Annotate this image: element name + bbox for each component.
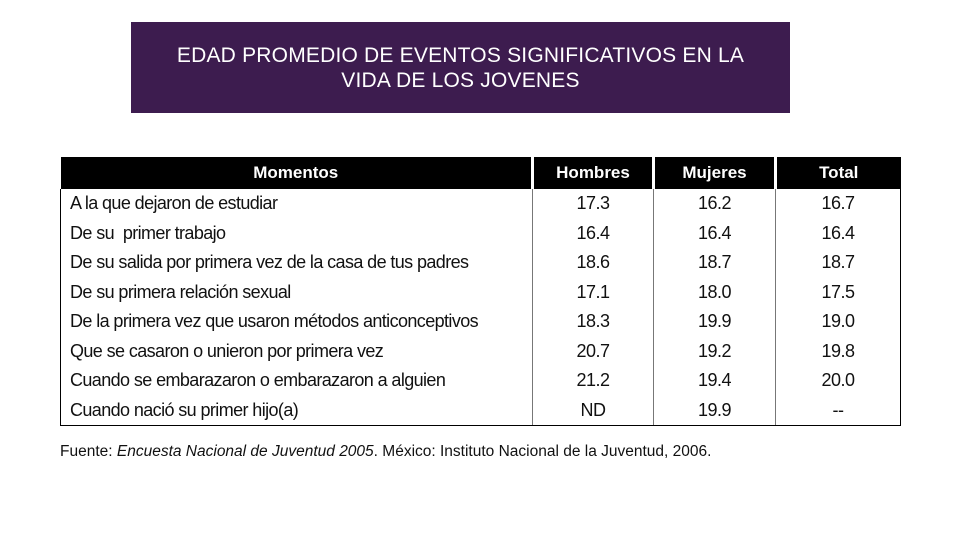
slide-title: EDAD PROMEDIO DE EVENTOS SIGNIFICATIVOS EN LA VIDA DE LOS JOVENES [176, 43, 745, 92]
mujeres-value: 18.0 [654, 278, 776, 308]
table-row [61, 248, 901, 278]
row-label: De su salida por primera vez de la casa de tus padres [61, 248, 533, 278]
hombres-value: ND [533, 396, 654, 426]
header-momentos: Momentos [61, 157, 533, 189]
source-citation [60, 443, 711, 461]
total-value: 19.0 [776, 307, 901, 337]
row-label: Que se casaron o unieron por primera vez [61, 337, 533, 367]
source-rest: . México: Instituto Nacional de la Juventud, 2006. [373, 443, 712, 460]
title-banner [131, 22, 790, 113]
total-value: 19.8 [776, 337, 901, 367]
data-table-container [60, 157, 900, 426]
table-row [61, 219, 901, 249]
row-label: De su primera relación sexual [61, 278, 533, 308]
source-label: Fuente: [60, 443, 117, 460]
row-label: Cuando nació su primer hijo(a) [61, 396, 533, 426]
row-label: De su primer trabajo [61, 219, 533, 249]
table-header-row [61, 157, 901, 189]
total-value: 17.5 [776, 278, 901, 308]
mujeres-value: 18.7 [654, 248, 776, 278]
mujeres-value: 19.9 [654, 307, 776, 337]
total-value: 16.4 [776, 219, 901, 249]
mujeres-value: 19.9 [654, 396, 776, 426]
total-value: -- [776, 396, 901, 426]
table-row [61, 307, 901, 337]
table-row [61, 278, 901, 308]
source-publication: Encuesta Nacional de Juventud 2005 [116, 443, 374, 460]
hombres-value: 18.6 [533, 248, 654, 278]
table-row [61, 189, 901, 219]
header-hombres: Hombres [533, 157, 654, 189]
table-row [61, 366, 901, 396]
hombres-value: 17.1 [533, 278, 654, 308]
hombres-value: 20.7 [533, 337, 654, 367]
total-value: 18.7 [776, 248, 901, 278]
mujeres-value: 19.2 [654, 337, 776, 367]
mujeres-value: 19.4 [654, 366, 776, 396]
hombres-value: 18.3 [533, 307, 654, 337]
header-total: Total [776, 157, 901, 189]
row-label: A la que dejaron de estudiar [61, 189, 533, 219]
table-row [61, 337, 901, 367]
hombres-value: 16.4 [533, 219, 654, 249]
total-value: 16.7 [776, 189, 901, 219]
table-row [61, 396, 901, 426]
hombres-value: 21.2 [533, 366, 654, 396]
mujeres-value: 16.4 [654, 219, 776, 249]
row-label: Cuando se embarazaron o embarazaron a alguien [61, 366, 533, 396]
hombres-value: 17.3 [533, 189, 654, 219]
events-age-table [60, 157, 901, 426]
header-mujeres: Mujeres [654, 157, 776, 189]
row-label: De la primera vez que usaron métodos anticonceptivos [61, 307, 533, 337]
total-value: 20.0 [776, 366, 901, 396]
mujeres-value: 16.2 [654, 189, 776, 219]
